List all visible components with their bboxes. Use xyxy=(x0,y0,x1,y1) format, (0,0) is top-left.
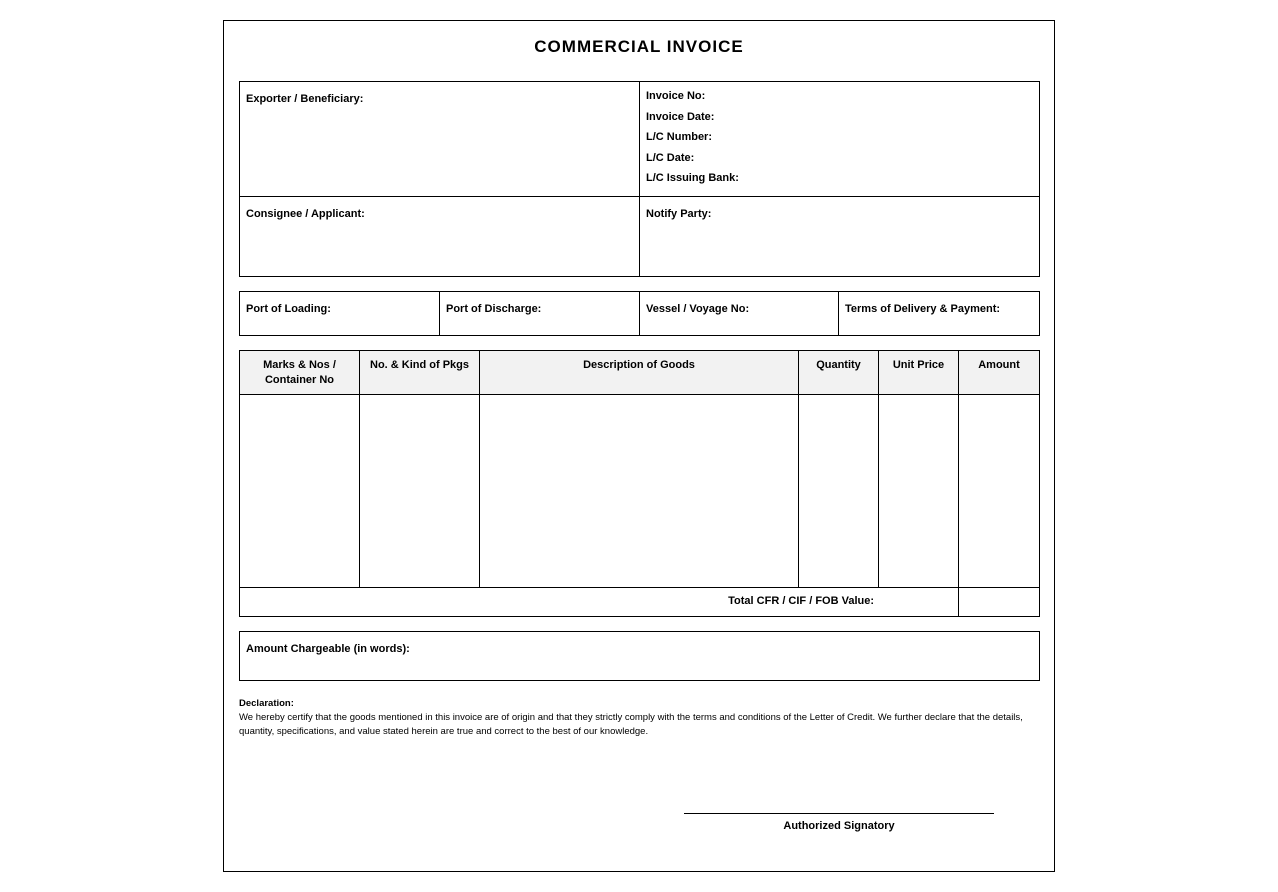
lc-bank-label: L/C Issuing Bank: xyxy=(646,172,739,184)
invoice-no-label: Invoice No: xyxy=(646,90,706,102)
lc-number-label: L/C Number: xyxy=(646,131,712,143)
document-title: COMMERCIAL INVOICE xyxy=(534,37,744,56)
notify-party-label: Notify Party: xyxy=(646,208,712,220)
goods-table xyxy=(239,350,1040,617)
vessel-box xyxy=(640,292,838,324)
port-discharge-box xyxy=(440,292,639,324)
col-pkgs-header: No. & Kind of Pkgs xyxy=(370,359,469,371)
col-marks-line2: Container No xyxy=(264,374,335,386)
total-value-label: Total CFR / CIF / FOB Value: xyxy=(728,595,874,607)
invoice-date-label: Invoice Date: xyxy=(646,110,715,123)
amount-words-box xyxy=(239,631,1040,681)
party-details-grid xyxy=(239,81,1040,277)
terms-box xyxy=(839,292,1039,324)
col-marks-line1: Marks & Nos / xyxy=(263,359,336,371)
declaration-text: We hereby certify that the goods mentioned in this invoice are of origin and that they strictly comply with the terms and conditions of the Letter of Credit. We further declare that the details, quantity, specifications, and value stated herein are true and correct to the best of our knowledge. xyxy=(239,712,1023,737)
vessel-label: Vessel / Voyage No: xyxy=(646,303,750,315)
col-unit-price-header: Unit Price xyxy=(892,359,945,371)
lc-date-label: L/C Date: xyxy=(646,151,695,164)
signature-label: Authorized Signatory xyxy=(783,820,895,832)
declaration xyxy=(239,697,1043,739)
exporter-label: Exporter / Beneficiary: xyxy=(246,93,364,105)
invoice-details-box xyxy=(640,82,1039,196)
amount-words-label: Amount Chargeable (in words): xyxy=(246,643,410,655)
terms-label: Terms of Delivery & Payment: xyxy=(845,303,1001,315)
consignee-box xyxy=(240,197,639,276)
col-description-header: Description of Goods xyxy=(583,359,695,371)
port-discharge-label: Port of Discharge: xyxy=(446,303,542,315)
notify-party-box xyxy=(640,197,1039,276)
shipping-details-row xyxy=(239,291,1040,336)
signature-line xyxy=(684,813,994,814)
port-loading-label: Port of Loading: xyxy=(246,303,331,315)
invoice-page xyxy=(223,20,1055,872)
port-loading-box xyxy=(240,292,439,324)
col-quantity-header: Quantity xyxy=(816,359,861,371)
col-amount-header: Amount xyxy=(978,359,1020,371)
exporter-box xyxy=(240,82,639,196)
declaration-title: Declaration: xyxy=(239,698,294,709)
col-marks-header xyxy=(240,351,359,395)
consignee-label: Consignee / Applicant: xyxy=(246,208,365,220)
